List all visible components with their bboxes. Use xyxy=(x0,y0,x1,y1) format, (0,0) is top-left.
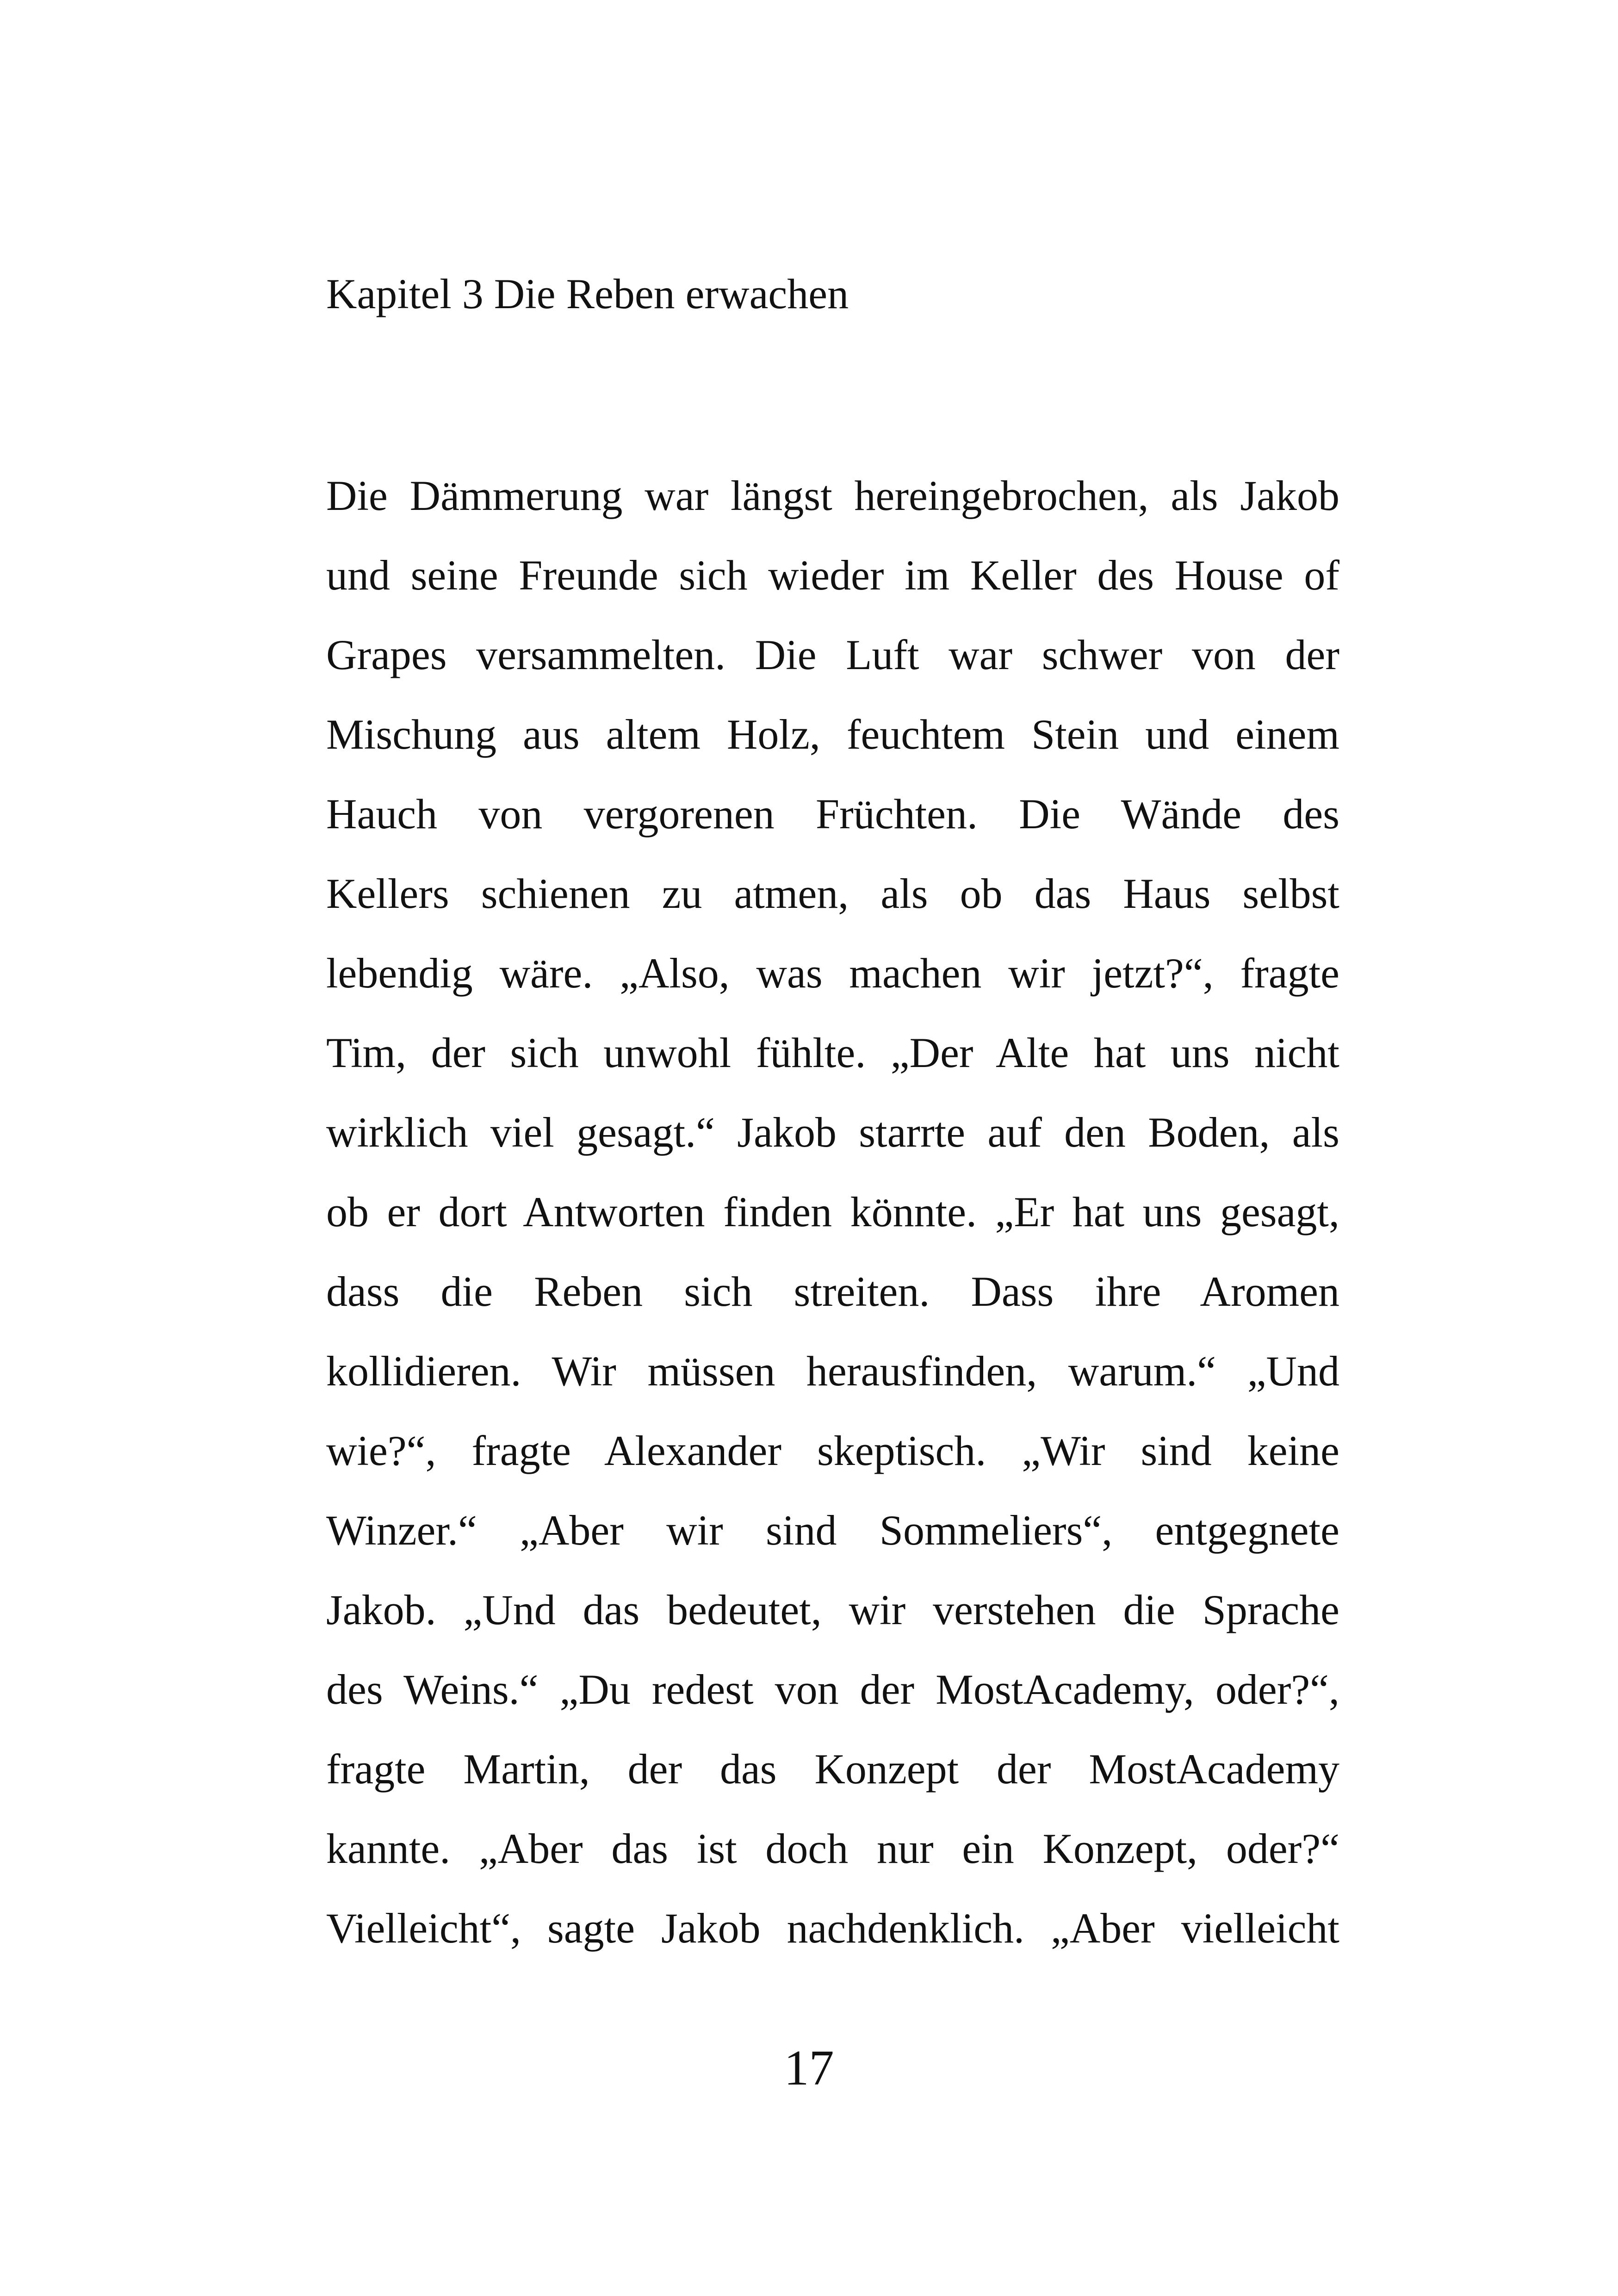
text-line: Hauch von vergorenen Früchten. Die Wände des xyxy=(326,790,1339,838)
body-text xyxy=(326,456,1339,1968)
text-line: Mischung aus altem Holz, feuchtem Stein und einem xyxy=(326,711,1339,758)
text-line: Tim, der sich unwohl fühlte. „Der Alte hat uns nicht xyxy=(326,1029,1339,1076)
text-line: ob er dort Antworten finden könnte. „Er hat uns gesagt, xyxy=(326,1188,1339,1235)
text-line: und seine Freunde sich wieder im Keller des House of xyxy=(326,552,1339,599)
text-line: lebendig wäre. „Also, was machen wir jetzt?“, fragte xyxy=(326,949,1339,997)
text-line: Winzer.“ „Aber wir sind Sommeliers“, entgegnete xyxy=(326,1507,1339,1554)
text-line: Kellers schienen zu atmen, als ob das Haus selbst xyxy=(326,870,1339,917)
text-line: Grapes versammelten. Die Luft war schwer von der xyxy=(326,631,1339,678)
text-line: wirklich viel gesagt.“ Jakob starrte auf den Boden, als xyxy=(326,1109,1339,1156)
text-line: wie?“, fragte Alexander skeptisch. „Wir sind keine xyxy=(326,1427,1339,1474)
chapter-title: Kapitel 3 Die Reben erwachen xyxy=(326,270,849,317)
text-line: dass die Reben sich streiten. Dass ihre Aromen xyxy=(326,1268,1339,1315)
text-line: des Weins.“ „Du redest von der MostAcademy, oder?“, xyxy=(326,1666,1339,1713)
page-number: 17 xyxy=(784,2041,834,2096)
text-line: Jakob. „Und das bedeutet, wir verstehen die Sprache xyxy=(326,1586,1339,1633)
text-line: Die Dämmerung war längst hereingebrochen, als Jakob xyxy=(326,472,1339,519)
text-line: kollidieren. Wir müssen herausfinden, warum.“ „Und xyxy=(326,1347,1339,1395)
text-line: Vielleicht“, sagte Jakob nachdenklich. „Aber vielleicht xyxy=(326,1905,1339,1952)
text-line: fragte Martin, der das Konzept der MostAcademy xyxy=(326,1745,1339,1793)
text-line: kannte. „Aber das ist doch nur ein Konzept, oder?“ xyxy=(326,1825,1339,1872)
